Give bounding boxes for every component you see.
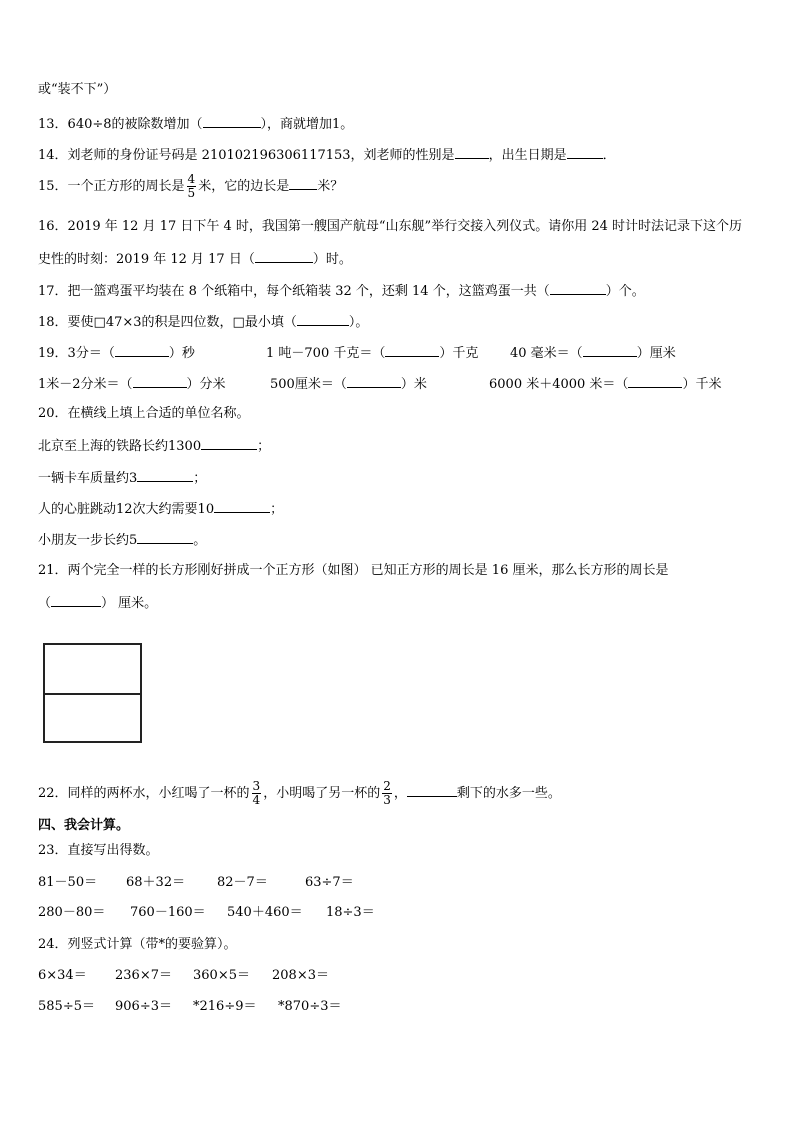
blank [115,344,169,357]
question-24: 24．列竖式计算（带*的要验算）。 [38,937,237,952]
calc-item: 360×5＝ [193,968,250,983]
calc-item: 68＋32＝ [126,875,186,890]
question-21-cont: （ ） 厘米。 [38,596,158,611]
question-20-item1: 北京至上海的铁路长约1300 ； [38,439,271,454]
calc-item: 906÷3＝ [115,999,172,1014]
blank [137,469,193,482]
fraction: $\frac{3}{4}$ [252,779,261,807]
question-18: 18．要使□47×3的积是四位数，□最小填（ ）。 [38,315,369,330]
question-19-row2: 1米－2分米＝（ ）分米 [38,377,226,392]
question-19-item5: 500厘米＝（ ）米 [270,377,427,392]
fraction: $\frac{2}{3}$ [383,779,391,807]
blank [137,531,193,544]
question-20-item2: 一辆卡车质量约3 ； [38,471,207,486]
calc-item: 208×3＝ [272,968,329,983]
question-16-cont: 史性的时刻：2019 年 12 月 17 日（ ）时。 [38,252,352,267]
blank [203,115,261,128]
calc-item: 236×7＝ [115,968,172,983]
question-20-item4: 小朋友一步长约5 。 [38,533,207,548]
blank [51,594,101,607]
question-21: 21．两个完全一样的长方形刚好拼成一个正方形（如图） 已知正方形的周长是 16 厘米，那么长方形的周长是 [38,563,669,578]
calc-item: 18÷3＝ [326,905,375,920]
question-23: 23．直接写出得数。 [38,843,159,858]
calc-item: 760－160＝ [130,905,206,920]
blank [567,146,603,159]
blank [214,500,270,513]
calc-item: *870÷3＝ [278,999,342,1014]
calc-item: 6×34＝ [38,968,87,983]
question-20: 20．在横线上填上合适的单位名称。 [38,406,250,421]
calc-item: 81－50＝ [38,875,98,890]
blank [583,344,637,357]
calc-item: 63÷7＝ [305,875,354,890]
blank [550,282,606,295]
question-19-item2: 1 吨－700 千克＝（ ）千克 [266,346,479,361]
question-17: 17．把一篮鸡蛋平均装在 8 个纸箱中，每个纸箱装 32 个，还剩 14 个，这篮鸡蛋一共（ ）个。 [38,284,645,299]
question-19-item6: 6000 米＋4000 米＝（ ）千米 [489,377,722,392]
blank [628,375,682,388]
blank [255,250,313,263]
blank [297,313,349,326]
blank [347,375,401,388]
blank [201,437,257,450]
question-19-row1: 19．3分＝（ ）秒 [38,346,195,361]
blank [133,375,187,388]
question-19-item3: 40 毫米＝（ ）厘米 [510,346,676,361]
blank [289,177,317,190]
square-figure [43,643,142,743]
continued-line: 或“装不下”） [38,82,117,97]
dividing-line [45,693,140,695]
question-14: 14．刘老师的身份证号码是 210102196306117153，刘老师的性别是 ，出生日期是 ． [38,148,616,163]
question-20-item3: 人的心脏跳动12次大约需要10 ； [38,502,284,517]
calc-item: 82－7＝ [217,875,268,890]
calc-item: 280－80＝ [38,905,106,920]
fraction: $\frac{4}{5}$ [187,172,196,200]
question-15: 15．一个正方形的周长是 $\frac{4}{5}$ 米，它的边长是 米？ [38,172,344,200]
question-16: 16．2019 年 12 月 17 日下午 4 时，我国第一艘国产航母“山东舰”举行交接入列仪式。请你用 24 时计时法记录下这个历 [38,219,743,234]
section-heading: 四、我会计算。 [38,818,130,833]
blank [455,146,489,159]
blank [407,784,457,797]
question-22: 22．同样的两杯水，小红喝了一杯的 $\frac{3}{4}$ ，小明喝了另一杯的 $\frac{2}{3}$ ， 剩下的水多一些。 [38,779,561,807]
calc-item: *216÷9＝ [193,999,257,1014]
calc-item: 540＋460＝ [227,905,303,920]
calc-item: 585÷5＝ [38,999,95,1014]
blank [385,344,439,357]
question-13: 13．640÷8的被除数增加（ ），商就增加1。 [38,117,354,132]
